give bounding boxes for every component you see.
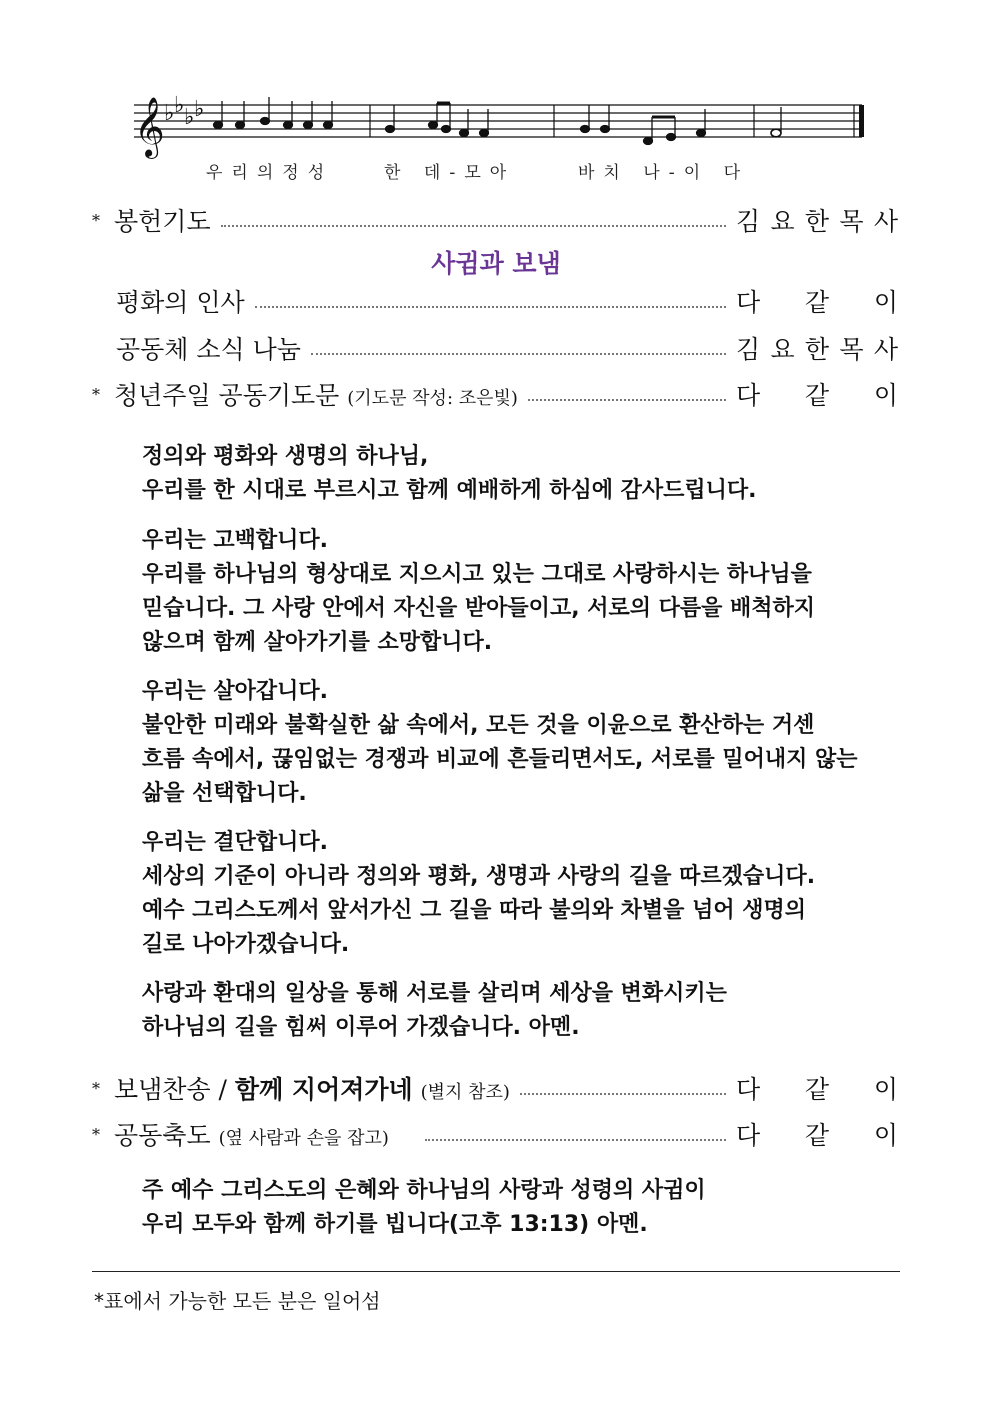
order-item-title: 평화의 인사 [116,288,245,317]
order-item-title: 보냄찬송 / 함께 지어져가네 (별지 참조) [114,1075,510,1104]
order-item-note: (별지 참조) [420,1082,510,1103]
order-item-benediction [92,1114,898,1154]
footer-divider [92,1271,900,1272]
order-item-title: 공동축도 (옆 사람과 손을 잡고) [114,1121,389,1150]
dot-leader [425,1139,726,1141]
benediction-text: 주 예수 그리스도의 은혜와 하나님의 사랑과 성령의 사귐이 우리 모두와 함께 하기를 빕니다(고후 13:13) 아멘. [142,1178,706,1237]
svg-text:♭: ♭ [164,101,175,126]
order-item-peace-greeting [92,281,898,321]
dot-leader [221,225,726,227]
order-item-title: 공동체 소식 나눔 [116,335,301,364]
prayer-paragraph-2: 우리는 고백합니다. 우리를 하나님의 형상대로 지으시고 있는 그대로 사랑하시는 하나님을 믿습니다. 그 사랑 안에서 자신을 받아들이고, 서로의 다름을 배척하지 않으며 함께 살아가기를 소망합니다. [142,528,816,655]
order-item-title: 봉헌기도 [114,207,211,236]
order-item-note: (기도문 작성: 조은빛) [347,388,518,409]
prayer-paragraph-5: 사랑과 환대의 일상을 통해 서로를 살리며 세상을 변화시키는 하나님의 길을 힘써 이루어 가겠습니다. 아멘. [142,981,727,1040]
footnote: *표에서 가능한 모든 분은 일어섬 [94,1289,381,1313]
order-item-offering-prayer [92,200,898,240]
standing-mark: * [92,210,100,230]
order-item-leader: 다 같 이 [736,288,898,317]
standing-mark: * [92,384,100,404]
order-item-title: 청년주일 공동기도문 (기도문 작성: 조은빛) [114,381,518,410]
hymn-lyric-1: 우리의정성 [206,163,334,183]
prayer-paragraph-4: 우리는 결단합니다. 세상의 기준이 아니라 정의와 평화, 생명과 사랑의 길을 따르겠습니다. 예수 그리스도께서 앞서가신 그 길을 따라 불의와 차별을 넘어 생명의 길로 나아가겠습니다. [142,830,816,957]
hymn-lyric-3: 바치 나-이 다 [578,163,750,183]
dot-leader [311,353,726,355]
order-item-leader: 다 같 이 [736,381,898,410]
standing-mark: * [92,1124,100,1144]
hymn-lyric-2: 한 데-모아 [384,163,516,183]
order-item-community-news [92,328,898,368]
order-item-leader: 김 요 한 목 사 [736,207,898,236]
dot-leader [528,399,726,401]
svg-text:♭: ♭ [174,93,185,118]
standing-mark: * [92,1078,100,1098]
order-item-leader: 다 같 이 [736,1121,898,1150]
hymn-title: 함께 지어져가네 [234,1075,413,1104]
order-item-leader: 김 요 한 목 사 [736,335,898,364]
prayer-paragraph-1: 정의와 평화와 생명의 하나님, 우리를 한 시대로 부르시고 함께 예배하게 하심에 감사드립니다. [142,444,757,503]
svg-text:♭: ♭ [194,97,205,122]
order-item-note: (옆 사람과 손을 잡고) [218,1128,389,1149]
order-item-sending-hymn [92,1068,898,1108]
svg-text:𝄞: 𝄞 [134,97,165,157]
svg-text:♭: ♭ [184,105,195,130]
order-item-youth-prayer [92,374,898,414]
order-item-leader: 다 같 이 [736,1075,898,1104]
section-title: 사귐과 보냄 [431,249,561,278]
dot-leader [520,1093,726,1095]
dot-leader [255,306,726,308]
prayer-paragraph-3: 우리는 살아갑니다. 불안한 미래와 불확실한 삶 속에서, 모든 것을 이윤으로 환산하는 거센 흐름 속에서, 끊임없는 경쟁과 비교에 흔들리면서도, 서로를 밀어내지 않는 삶을 선택합니다. [142,679,858,806]
